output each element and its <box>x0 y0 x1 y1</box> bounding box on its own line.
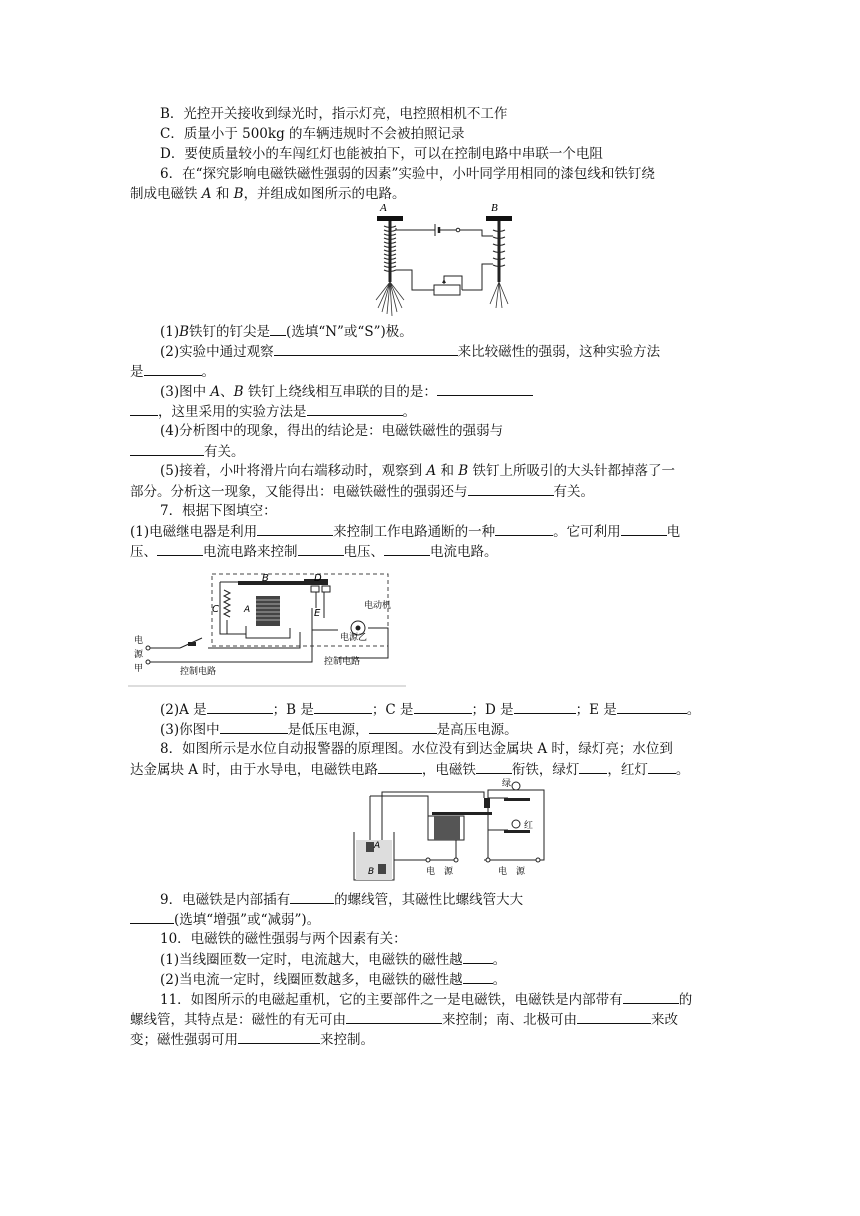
text: 来比较磁性的强弱，这种实验方法 <box>457 344 661 360</box>
text: 达金属块 A 时，由于水导电，电磁铁电路 <box>130 762 378 778</box>
fig-label-c: C <box>212 604 219 615</box>
q8-line1: 8．如图所示是水位自动报警器的原理图。水位没有到达金属块 A 时，绿灯亮；水位到 <box>160 741 673 757</box>
fig-red-label: 红 <box>524 821 534 831</box>
text: ；C 是 <box>371 702 414 718</box>
answer-blank[interactable] <box>238 1030 320 1044</box>
relay-circuit-figure <box>128 568 408 688</box>
fig-label-a: A <box>380 202 387 214</box>
answer-blank[interactable] <box>617 700 687 714</box>
text: 铁钉上绕线相互串联的目的是： <box>243 384 437 400</box>
text: 。 <box>492 952 507 968</box>
q5-option-d: D．要使质量较小的车闯红灯也能被拍下，可以在控制电路中串联一个电阻 <box>160 146 603 162</box>
text: 电流电路。 <box>430 544 498 560</box>
answer-blank[interactable] <box>130 910 174 924</box>
text: (2)实验中通过观察 <box>160 344 274 360</box>
answer-blank[interactable] <box>298 542 344 556</box>
q11-line1 <box>160 990 692 1009</box>
q7-part1 <box>130 522 680 541</box>
text: (3)图中 <box>160 384 211 400</box>
fig-motor-label: 电动机 <box>364 601 392 611</box>
text: 的螺线管，其磁性比螺线管大大 <box>334 892 524 908</box>
answer-blank[interactable] <box>437 382 533 396</box>
fig-label-a: A <box>374 841 381 851</box>
label-b: B <box>233 384 244 400</box>
text: 电 <box>666 524 681 540</box>
fig-source-a-3: 甲 <box>134 664 144 674</box>
fig-source-a-1: 电 <box>134 636 144 646</box>
q7-intro: 7．根据下图填空： <box>160 503 277 519</box>
fig-label-b: B <box>368 867 375 877</box>
q6-part3 <box>160 382 533 401</box>
answer-blank[interactable] <box>130 402 158 416</box>
q9-line2 <box>130 910 320 929</box>
fig-control-left-label: 控制电路 <box>180 667 217 677</box>
q6-part2 <box>160 342 660 361</box>
text: 。 <box>201 364 215 380</box>
answer-blank[interactable] <box>130 442 204 456</box>
answer-blank[interactable] <box>290 890 334 904</box>
text: 是高压电源。 <box>436 722 518 738</box>
text: ；B 是 <box>272 702 314 718</box>
text: (1)当线圈匝数一定时，电流越大，电磁铁的磁性越 <box>160 952 463 968</box>
text: 电压、 <box>343 544 384 560</box>
q10-part2 <box>160 970 506 989</box>
label-a: A <box>210 384 221 400</box>
text: (1)电磁继电器是利用 <box>130 524 258 540</box>
text: 铁钉上所吸引的大头针都掉落了一 <box>468 463 675 479</box>
text: (2)A 是 <box>160 702 207 718</box>
answer-blank[interactable] <box>378 760 422 774</box>
answer-blank[interactable] <box>476 760 512 774</box>
text: 是低压电源， <box>287 722 369 738</box>
answer-blank[interactable] <box>621 522 667 536</box>
text: 电流电路来控制 <box>203 544 298 560</box>
q6-part3-cont <box>130 402 416 421</box>
answer-blank[interactable] <box>307 402 403 416</box>
text: 来控制；南、北极可由 <box>442 1012 577 1028</box>
text: 制成电磁铁 <box>130 186 202 202</box>
text: 的 <box>678 992 693 1008</box>
water-alarm-figure <box>348 776 548 884</box>
q5-option-c: C．质量小于 500kg 的车辆违规时不会被拍照记录 <box>160 126 465 142</box>
q5-option-b: B．光控开关接收到绿光时，指示灯亮，电控照相机不工作 <box>160 106 508 122</box>
fig-green-label: 绿 <box>502 779 512 789</box>
text: (2)当电流一定时，线圈匝数越多，电磁铁的磁性越 <box>160 972 463 988</box>
answer-blank[interactable] <box>414 700 472 714</box>
fig-source-a-2: 源 <box>134 650 144 660</box>
fig-label-b: B <box>491 202 498 214</box>
q9-line1 <box>160 890 523 909</box>
answer-blank[interactable] <box>144 362 202 376</box>
q6-part1 <box>160 322 413 341</box>
text: 螺线管，其特点是：磁性的有无可由 <box>130 1012 346 1028</box>
q6-part5-cont <box>130 482 594 501</box>
q11-line2 <box>130 1010 678 1029</box>
text: ，并组成如图所示的电路。 <box>243 186 406 202</box>
q10-part1 <box>160 950 506 969</box>
text: (选填“增强”或“减弱”)。 <box>174 912 321 928</box>
text: ；D 是 <box>471 702 514 718</box>
text: ，红灯 <box>607 762 648 778</box>
text: ，电磁铁 <box>421 762 476 778</box>
text: 、 <box>220 384 234 400</box>
answer-blank[interactable] <box>220 720 288 734</box>
answer-blank[interactable] <box>270 322 286 336</box>
label-a: A <box>426 463 437 479</box>
fig-source-left-label: 电 源 <box>426 867 454 877</box>
text: 来控制。 <box>320 1032 374 1048</box>
answer-blank[interactable] <box>623 990 679 1004</box>
answer-blank[interactable] <box>346 1010 442 1024</box>
answer-blank[interactable] <box>468 482 554 496</box>
q7-part1-cont <box>130 542 498 561</box>
text: 来控制工作电路通断的一种 <box>333 524 496 540</box>
text: 和 <box>211 186 234 202</box>
electromagnet-circuit-figure <box>372 200 532 320</box>
text: 11．如图所示的电磁起重机，它的主要部件之一是电磁铁，电磁铁是内部带有 <box>160 992 623 1008</box>
label-a: A <box>201 186 212 202</box>
text: 。 <box>402 404 416 420</box>
text: ；E 是 <box>575 702 617 718</box>
text: 变；磁性强弱可用 <box>130 1032 238 1048</box>
fig-label-a: A <box>244 605 251 615</box>
text: 和 <box>436 463 459 479</box>
q6-part2-cont <box>130 362 215 381</box>
label-b: B <box>233 186 244 202</box>
text: 。 <box>686 702 701 718</box>
fig-source-right-label: 电 源 <box>498 867 526 877</box>
text: ，这里采用的实验方法是 <box>158 404 307 420</box>
text: 压、 <box>130 544 157 560</box>
text: 部分。分析这一现象，又能得出：电磁铁磁性的强弱还与 <box>130 484 468 500</box>
q10-intro: 10．电磁铁的磁性强弱与两个因素有关： <box>160 931 407 947</box>
answer-blank[interactable] <box>495 522 553 536</box>
answer-blank[interactable] <box>648 760 676 774</box>
answer-blank[interactable] <box>384 542 430 556</box>
text: (5)接着，小叶将滑片向右端移动时，观察到 <box>160 463 427 479</box>
answer-blank[interactable] <box>579 760 607 774</box>
text: 有关。 <box>553 484 594 500</box>
text: 是 <box>130 364 144 380</box>
fig-label-e: E <box>314 608 321 619</box>
q6-intro-line2 <box>130 185 406 203</box>
answer-blank[interactable] <box>274 342 458 356</box>
q6-intro-line1: 6．在“探究影响电磁铁磁性强弱的因素”实验中，小叶同学用相同的漆包线和铁钉绕 <box>160 166 655 182</box>
text: 来改 <box>651 1012 678 1028</box>
answer-blank[interactable] <box>207 700 273 714</box>
text: 。它可利用 <box>553 524 621 540</box>
answer-blank[interactable] <box>157 542 203 556</box>
q11-line3 <box>130 1030 374 1049</box>
q6-part5 <box>160 462 675 480</box>
answer-blank[interactable] <box>463 950 493 964</box>
text: 。 <box>675 762 690 778</box>
text: (选填“N”或“S”)极。 <box>286 324 413 340</box>
q7-part2 <box>160 700 700 719</box>
answer-blank[interactable] <box>577 1010 651 1024</box>
text: 有关。 <box>204 444 245 460</box>
text: 衔铁，绿灯 <box>511 762 580 778</box>
label-b: B <box>458 463 469 479</box>
fig-source-b-label: 电源乙 <box>340 633 368 643</box>
answer-blank[interactable] <box>514 700 576 714</box>
q6-part4-cont <box>130 442 245 461</box>
text: (1) <box>160 324 180 340</box>
text: 9．电磁铁是内部插有 <box>160 892 291 908</box>
answer-blank[interactable] <box>314 700 372 714</box>
text: 。 <box>492 972 507 988</box>
text: (3)你图中 <box>160 722 220 738</box>
text: 铁钉的钉尖是 <box>189 324 271 340</box>
q7-part3 <box>160 720 518 739</box>
fig-control-right-label: 控制电路 <box>324 657 361 667</box>
fig-label-b: B <box>262 573 269 584</box>
fig-label-d: D <box>314 573 322 584</box>
answer-blank[interactable] <box>257 522 333 536</box>
answer-blank[interactable] <box>369 720 437 734</box>
answer-blank[interactable] <box>463 970 493 984</box>
label-b: B <box>179 324 190 340</box>
q6-part4: (4)分析图中的现象，得出的结论是：电磁铁磁性的强弱与 <box>160 423 504 439</box>
